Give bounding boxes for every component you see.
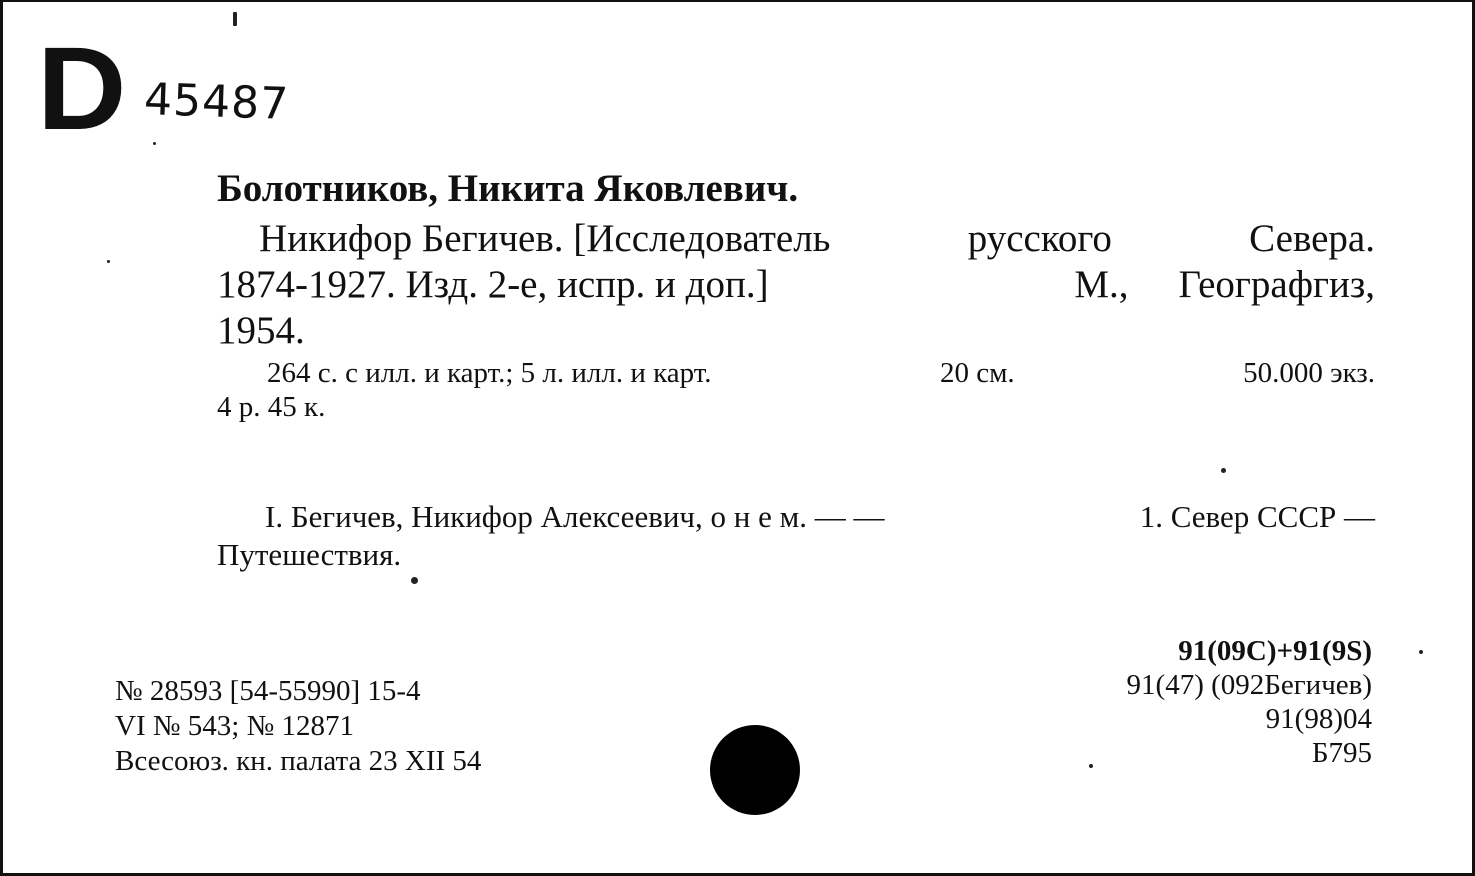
title-line-3-part-1: 1954. bbox=[217, 309, 305, 352]
tracing-subject-cont: Путешествия. bbox=[217, 537, 402, 572]
ink-speck bbox=[233, 12, 237, 26]
collation-line-2 bbox=[217, 390, 1375, 424]
classification-code-2: 91(47) (092Бегичев) bbox=[1126, 669, 1372, 701]
title-line-1-part-1: Никифор Бегичев. [Исследователь bbox=[259, 217, 831, 260]
classification-code-3: 91(98)04 bbox=[1265, 703, 1372, 735]
title-line-2-part-3: Географгиз, bbox=[1178, 263, 1375, 306]
tracing-subject: 1. Север СССР — bbox=[1139, 499, 1375, 534]
ink-speck bbox=[153, 142, 156, 145]
tracings bbox=[217, 498, 1375, 574]
class-letter: D bbox=[37, 23, 127, 155]
title-line-2 bbox=[217, 262, 1375, 308]
tracing-line-1 bbox=[217, 498, 1375, 536]
title-line-1-part-3: Севера. bbox=[1249, 217, 1375, 260]
ink-speck bbox=[1221, 468, 1226, 473]
ink-speck bbox=[1419, 650, 1423, 654]
title-line-3 bbox=[217, 308, 1375, 354]
author-mark: Б795 bbox=[1311, 737, 1372, 769]
punch-hole bbox=[710, 725, 800, 815]
title-description bbox=[217, 216, 1375, 354]
collation-print-run: 50.000 экз. bbox=[1243, 357, 1375, 389]
title-line-2-part-2: М., bbox=[1074, 263, 1129, 306]
registration-line-1: № 28593 [54-55990] 15-4 bbox=[115, 675, 421, 707]
title-line-1 bbox=[217, 216, 1375, 262]
author-heading: Болотников, Никита Яковлевич. bbox=[217, 167, 799, 210]
inventory-number: 45487 bbox=[143, 74, 290, 131]
classification-codes bbox=[1127, 634, 1372, 770]
collation-line-1 bbox=[217, 356, 1375, 390]
registration-line-2: VI № 543; № 12871 bbox=[115, 710, 354, 742]
collation-size: 20 см. bbox=[939, 357, 1015, 389]
registration-line-3: Всесоюз. кн. палата 23 XII 54 bbox=[115, 745, 482, 777]
tracing-line-2 bbox=[217, 536, 1375, 574]
tracing-personal: I. Бегичев, Никифор Алексеевич, о н е м. — — bbox=[265, 499, 885, 534]
title-line-1-part-2: русского bbox=[967, 217, 1112, 260]
collation-pages: 264 с. с илл. и карт.; 5 л. илл. и карт. bbox=[267, 357, 712, 389]
collation bbox=[217, 356, 1375, 424]
ink-speck bbox=[1089, 764, 1093, 768]
ink-speck bbox=[411, 577, 418, 584]
collation-price: 4 р. 45 к. bbox=[217, 391, 326, 423]
title-line-2-part-1: 1874-1927. Изд. 2-е, испр. и доп.] bbox=[217, 263, 769, 306]
registration-info bbox=[115, 674, 481, 779]
ink-speck bbox=[107, 260, 110, 263]
classification-code-1: 91(09С)+91(9S) bbox=[1178, 635, 1372, 667]
